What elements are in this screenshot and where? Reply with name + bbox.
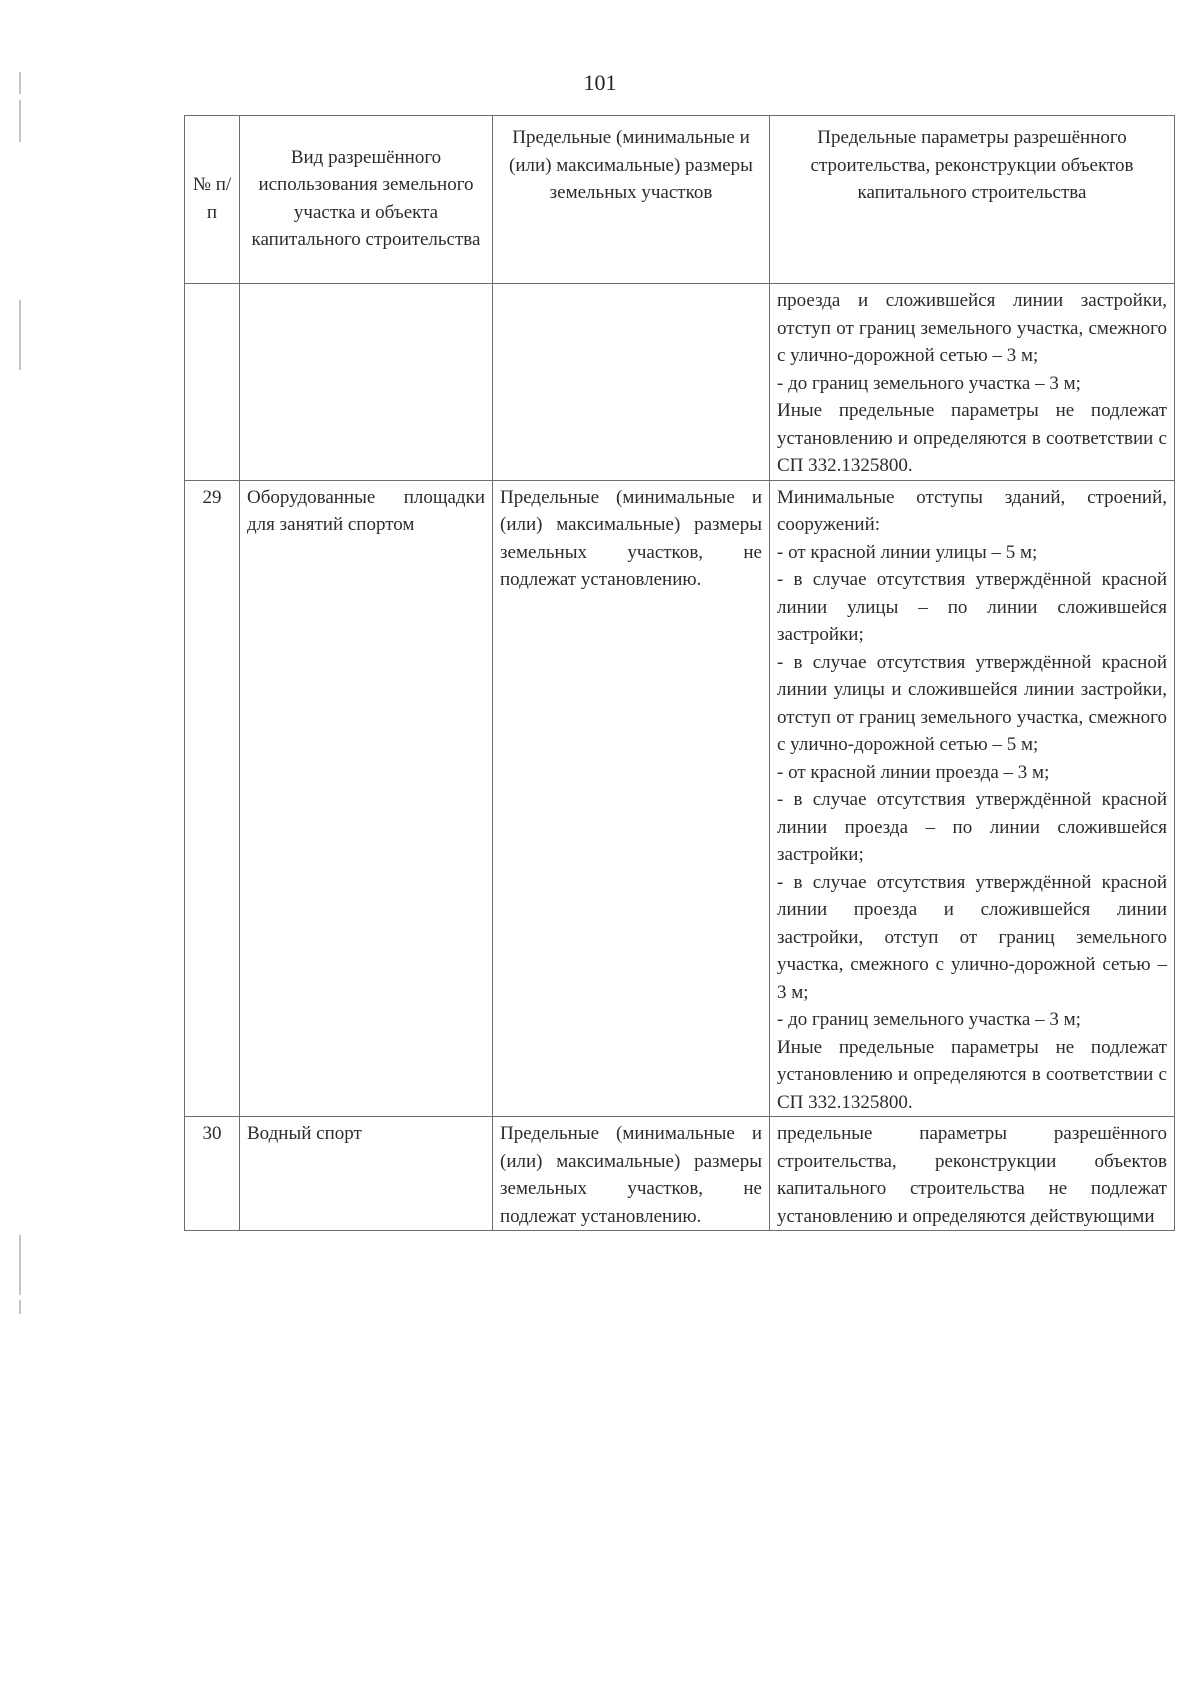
row-permitted-use: Водный спорт (240, 1117, 493, 1231)
param-line: - в случае отсутствия утверждённой красной линии улицы и сложившейся линии застройки, отступ от границ земельного участка, смежного с улично-дорожной сетью – 5 м; (777, 651, 1167, 755)
header-plot-sizes: Предельные (минимальные и (или) максимальные) размеры земельных участков (493, 116, 770, 284)
row-plot-sizes: Предельные (минимальные и (или) максимальные) размеры земельных участков, не подлежат установлению. (493, 1117, 770, 1231)
scan-margin-mark (19, 1300, 21, 1314)
zoning-parameters-table (184, 115, 1175, 1231)
scan-margin-mark (19, 1235, 21, 1295)
row-number: 29 (185, 480, 240, 1117)
table-row (185, 284, 1175, 481)
table-header-row (185, 116, 1175, 284)
scan-margin-mark (19, 300, 21, 370)
row-construction-params (770, 1117, 1175, 1231)
page-number: 101 (583, 70, 617, 95)
param-line: - от красной линии улицы – 5 м; (777, 541, 1038, 563)
param-line: - от красной линии проезда – 3 м; (777, 761, 1050, 783)
param-line: - до границ земельного участка – 3 м; (777, 1009, 1081, 1030)
param-line: Иные предельные параметры не подлежат установлению и определяются в соответствии с СП 332.1325800. (777, 400, 1167, 476)
header-permitted-use: Вид разрешённого использования земельного участка и объекта капитального строительства (240, 116, 493, 284)
param-line: Иные предельные параметры не подлежат установлению и определяются в соответствии с СП 332.1325800. (777, 1036, 1167, 1113)
param-line: - до границ земельного участка – 3 м; (777, 372, 1081, 394)
param-line: предельные параметры разрешённого строительства, реконструкции объектов капитального строительства не подлежат установлению и определяются действующими (777, 1123, 1167, 1227)
row-construction-params (770, 284, 1175, 481)
param-line: - в случае отсутствия утверждённой красной линии проезда – по линии сложившейся застройки; (777, 789, 1167, 865)
row-permitted-use (240, 284, 493, 481)
param-line: Минимальные отступы зданий, строений, сооружений: (777, 486, 1167, 535)
row-number: 30 (185, 1117, 240, 1231)
table-row (185, 1117, 1175, 1231)
row-plot-sizes (493, 284, 770, 481)
param-line: - в случае отсутствия утверждённой красной линии проезда и сложившейся линии застройки, отступ от границ земельного участка, смежного с улично-дорожной сетью – 3 м; (777, 871, 1167, 1003)
table-row (185, 480, 1175, 1117)
row-construction-params (770, 480, 1175, 1117)
param-line: - в случае отсутствия утверждённой красной линии улицы – по линии сложившейся застройки; (777, 569, 1167, 645)
header-number: № п/п (185, 116, 240, 284)
row-plot-sizes: Предельные (минимальные и (или) максимальные) размеры земельных участков, не подлежат установлению. (493, 480, 770, 1117)
row-number (185, 284, 240, 481)
row-permitted-use: Оборудованные площадки для занятий спортом (240, 480, 493, 1117)
header-construction-params: Предельные параметры разрешённого строительства, реконструкции объектов капитального строительства (770, 116, 1175, 284)
scan-margin-mark (19, 100, 21, 142)
param-line: проезда и сложившейся линии застройки, отступ от границ земельного участка, смежного с улично-дорожной сетью – 3 м; (777, 290, 1167, 366)
